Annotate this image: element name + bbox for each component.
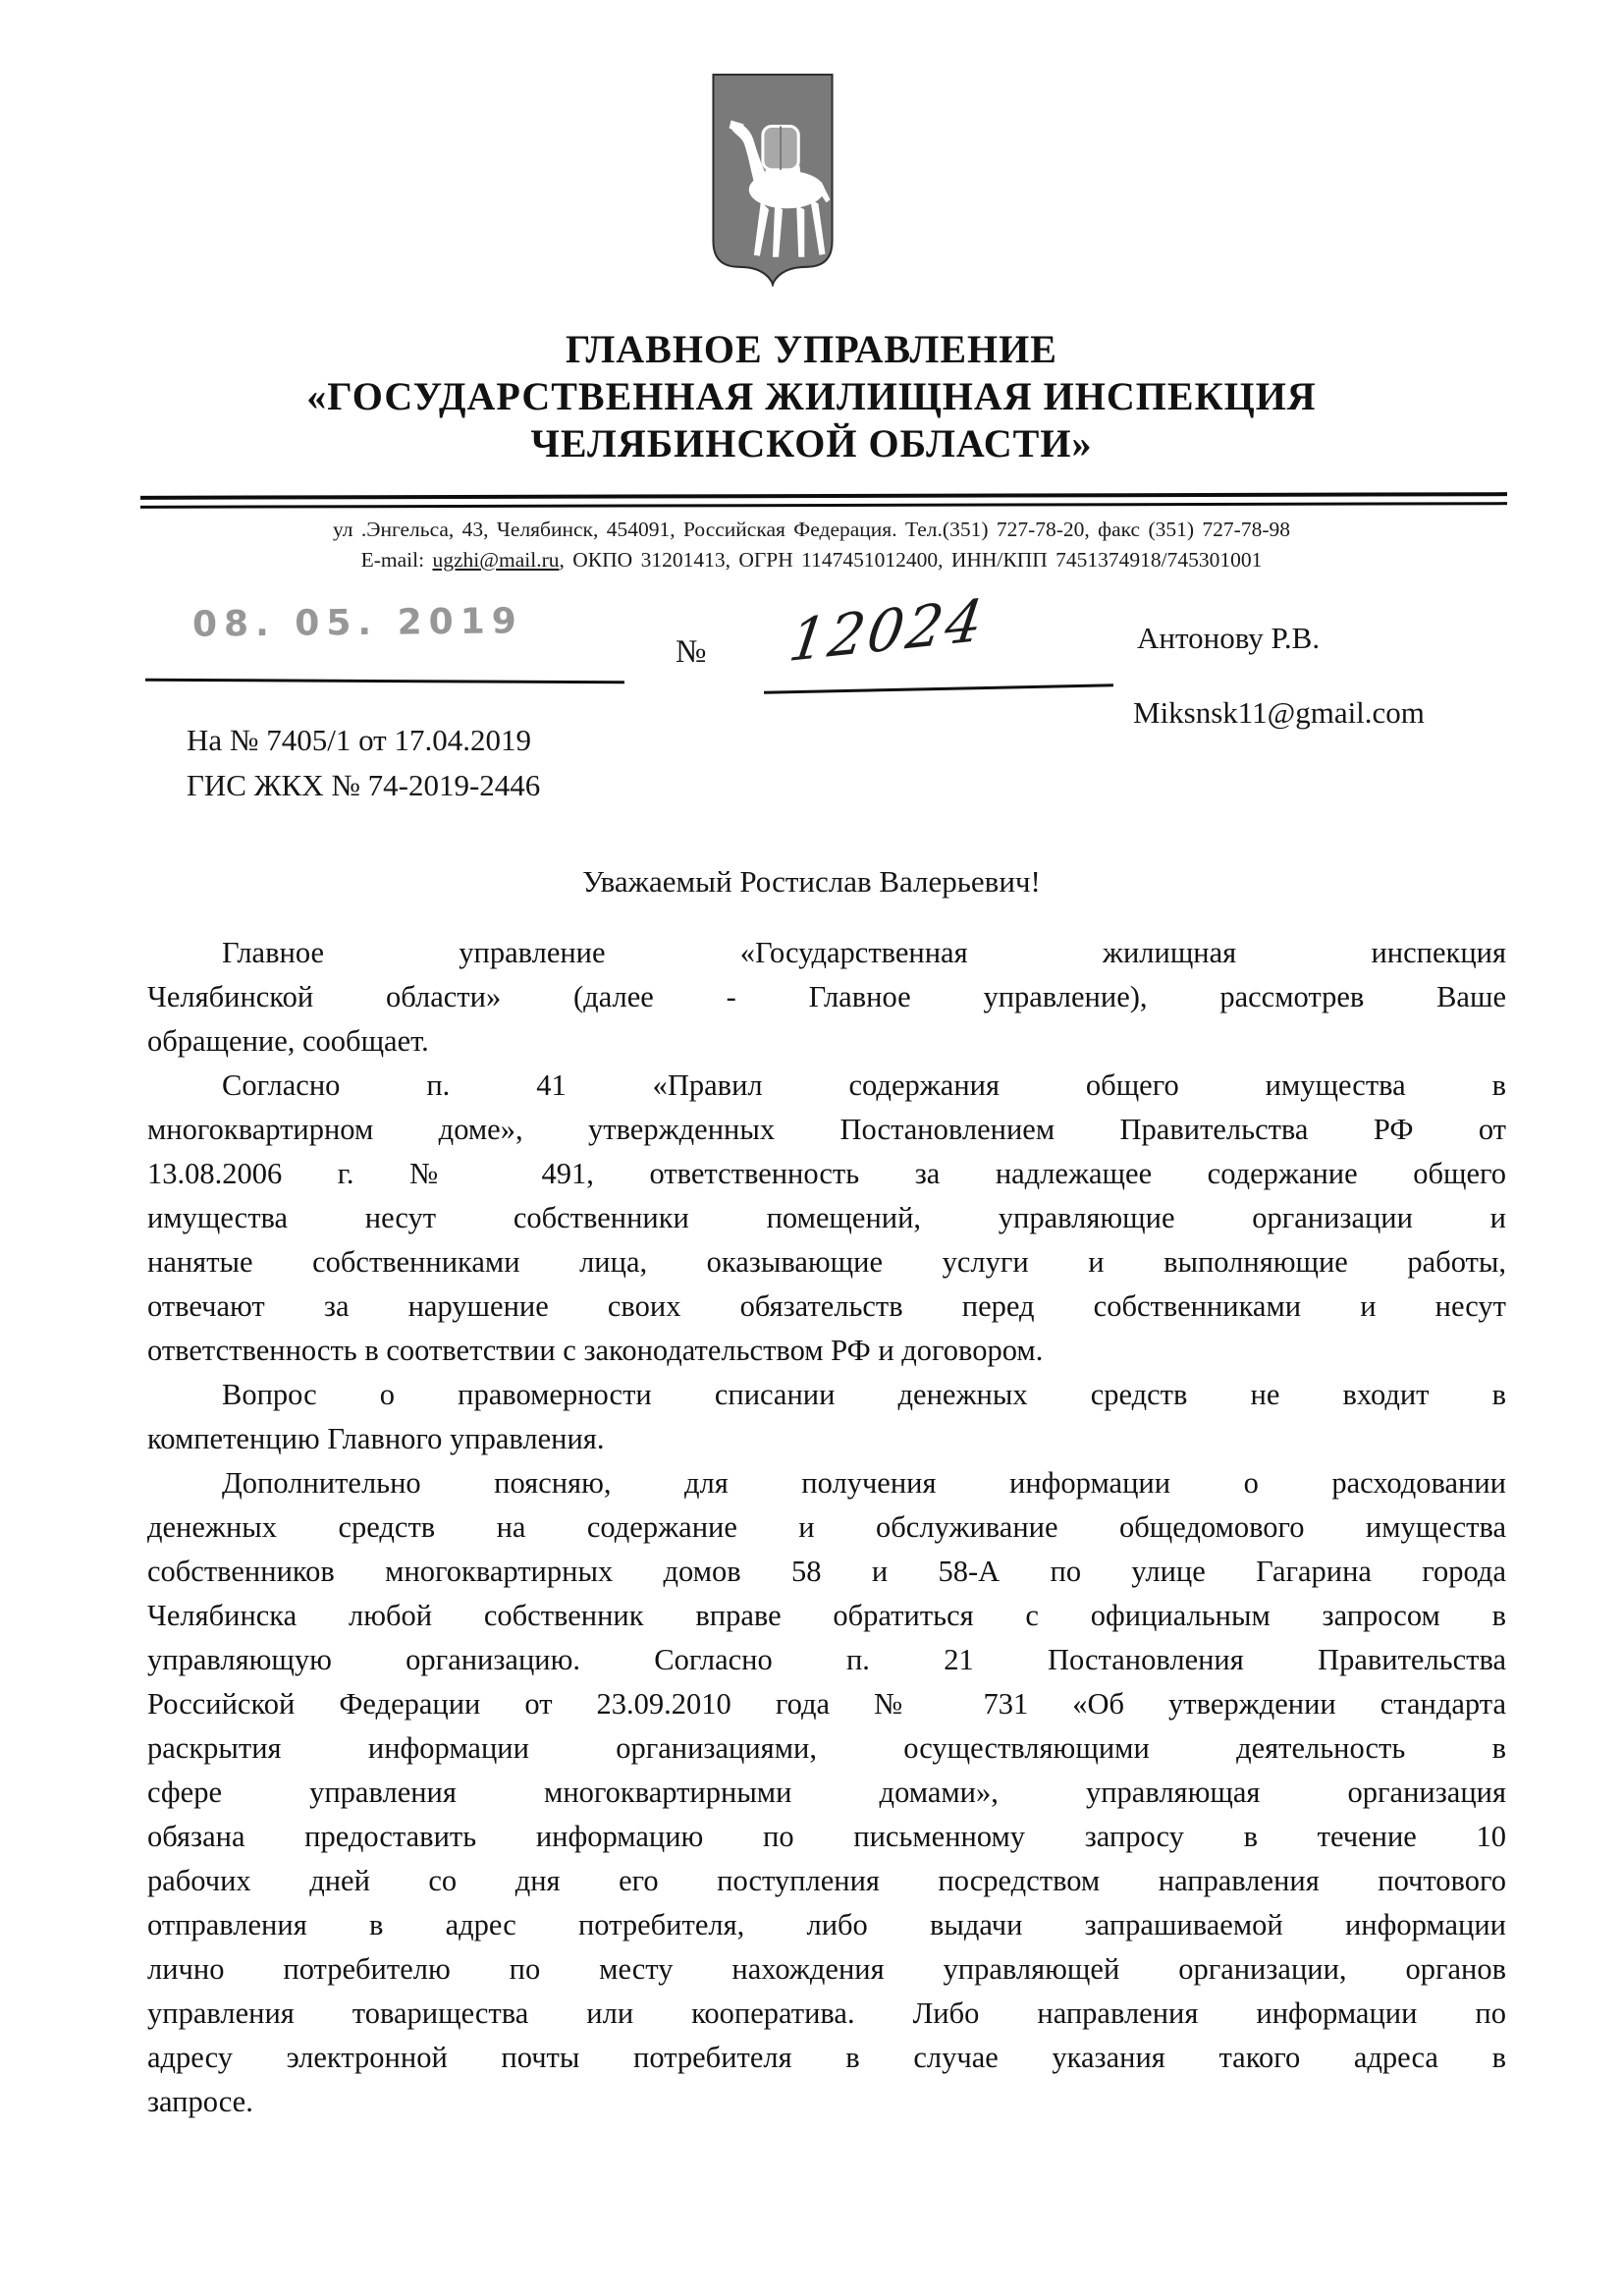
- paragraph-line: адресу электронной почты потребителя в случае указания такого адреса в: [147, 2041, 1506, 2074]
- paragraph-line: имущества несут собственники помещений, управляющие организации и: [147, 1201, 1506, 1234]
- paragraph-line: рабочих дней со дня его поступления посредством направления почтового: [147, 1864, 1506, 1897]
- date-underline: [145, 679, 624, 684]
- paragraph: [147, 931, 1506, 1064]
- paragraph-line: Главное управление «Государственная жилищная инспекция: [222, 936, 1506, 969]
- paragraph-line: раскрытия информации организациями, осуществляющими деятельность в: [147, 1731, 1506, 1765]
- header-divider: [140, 492, 1507, 509]
- letter-body: [147, 931, 1506, 2124]
- paragraph-line: денежных средств на содержание и обслуживание общедомового имущества: [147, 1510, 1506, 1544]
- paragraph-line: управляющую организацию. Согласно п. 21 Постановления Правительства: [147, 1643, 1506, 1676]
- email-label: E-mail:: [360, 548, 433, 572]
- outgoing-number-handwritten: 12024: [784, 585, 990, 676]
- paragraph-line: отвечают за нарушение своих обязательств перед собственниками и несут: [147, 1289, 1506, 1323]
- paragraph-line: отправления в адрес потребителя, либо выдачи запрашиваемой информации: [147, 1908, 1506, 1941]
- letterhead-email: ugzhi@mail.ru: [432, 548, 560, 572]
- paragraph-line: Дополнительно поясняю, для получения информации о расходовании: [222, 1466, 1506, 1500]
- paragraph-line: ответственность в соответствии с законодательством РФ и договором.: [147, 1334, 1044, 1367]
- paragraph-line: 13.08.2006 г. № 491, ответственность за надлежащее содержание общего: [147, 1157, 1506, 1190]
- addressee-name: Антонову Р.В.: [1137, 621, 1321, 655]
- paragraph-line: Вопрос о правомерности списании денежных средств не входит в: [222, 1378, 1506, 1411]
- coat-of-arms-emblem: [703, 71, 842, 287]
- paragraph-line: собственников многоквартирных домов 58 и 58-А по улице Гагарина города: [147, 1555, 1506, 1588]
- paragraph-line: обращение, сообщает.: [147, 1024, 429, 1058]
- paragraph-line: лично потребителю по месту нахождения управляющей организации, органов: [147, 1952, 1506, 1986]
- paragraph-line: Согласно п. 41 «Правил содержания общего имущества в: [222, 1068, 1506, 1102]
- letterhead-contact: [0, 515, 1623, 575]
- date-stamp: 08. 05. 2019: [191, 601, 524, 645]
- paragraph-line: сфере управления многоквартирными домами», управляющая организация: [147, 1776, 1506, 1809]
- org-title-line-2: «ГОСУДАРСТВЕННАЯ ЖИЛИЩНАЯ ИНСПЕКЦИЯ: [306, 374, 1317, 418]
- paragraph-line: Челябинска любой собственник вправе обратиться с официальным запросом в: [147, 1599, 1506, 1632]
- paragraph-line: Челябинской области» (далее - Главное управление), рассмотрев Ваше: [147, 980, 1506, 1013]
- number-underline: [764, 683, 1113, 693]
- org-title-line-1: ГЛАВНОЕ УПРАВЛЕНИЕ: [566, 327, 1057, 371]
- gis-zhkh-reference: ГИС ЖКХ № 74-2019-2446: [187, 768, 541, 802]
- paragraph-line: компетенцию Главного управления.: [147, 1422, 605, 1455]
- address-line: ул .Энгельса, 43, Челябинск, 454091, Российская Федерация. Тел.(351) 727-78-20, факс (351) 727-78-98: [332, 518, 1290, 541]
- registration-line: [0, 545, 1623, 575]
- paragraph-line: многоквартирном доме», утвержденных Постановлением Правительства РФ от: [147, 1113, 1506, 1146]
- org-title: [0, 326, 1623, 467]
- addressee-email: Miksnsk11@gmail.com: [1133, 695, 1425, 730]
- salutation: Уважаемый Ростислав Валерьевич!: [582, 864, 1041, 899]
- registration-numbers: , ОКПО 31201413, ОГРН 1147451012400, ИНН/КПП 7451374918/745301001: [559, 548, 1263, 572]
- paragraph-line: запросе.: [147, 2085, 253, 2118]
- paragraph: [147, 1373, 1506, 1461]
- paragraph: [147, 1461, 1506, 2124]
- paragraph-line: обязана предоставить информацию по письменному запросу в течение 10: [147, 1820, 1506, 1853]
- org-title-line-3: ЧЕЛЯБИНСКОЙ ОБЛАСТИ»: [530, 421, 1093, 465]
- in-reply-to-reference: На № 7405/1 от 17.04.2019: [187, 723, 531, 757]
- number-label: №: [676, 634, 707, 670]
- paragraph: [147, 1064, 1506, 1373]
- paragraph-line: управления товарищества или кооператива. Либо направления информации по: [147, 1996, 1506, 2030]
- paragraph-line: нанятые собственниками лица, оказывающие услуги и выполняющие работы,: [147, 1245, 1506, 1279]
- camel-emblem-icon: [703, 71, 842, 287]
- paragraph-line: Российской Федерации от 23.09.2010 года № 731 «Об утверждении стандарта: [147, 1687, 1506, 1721]
